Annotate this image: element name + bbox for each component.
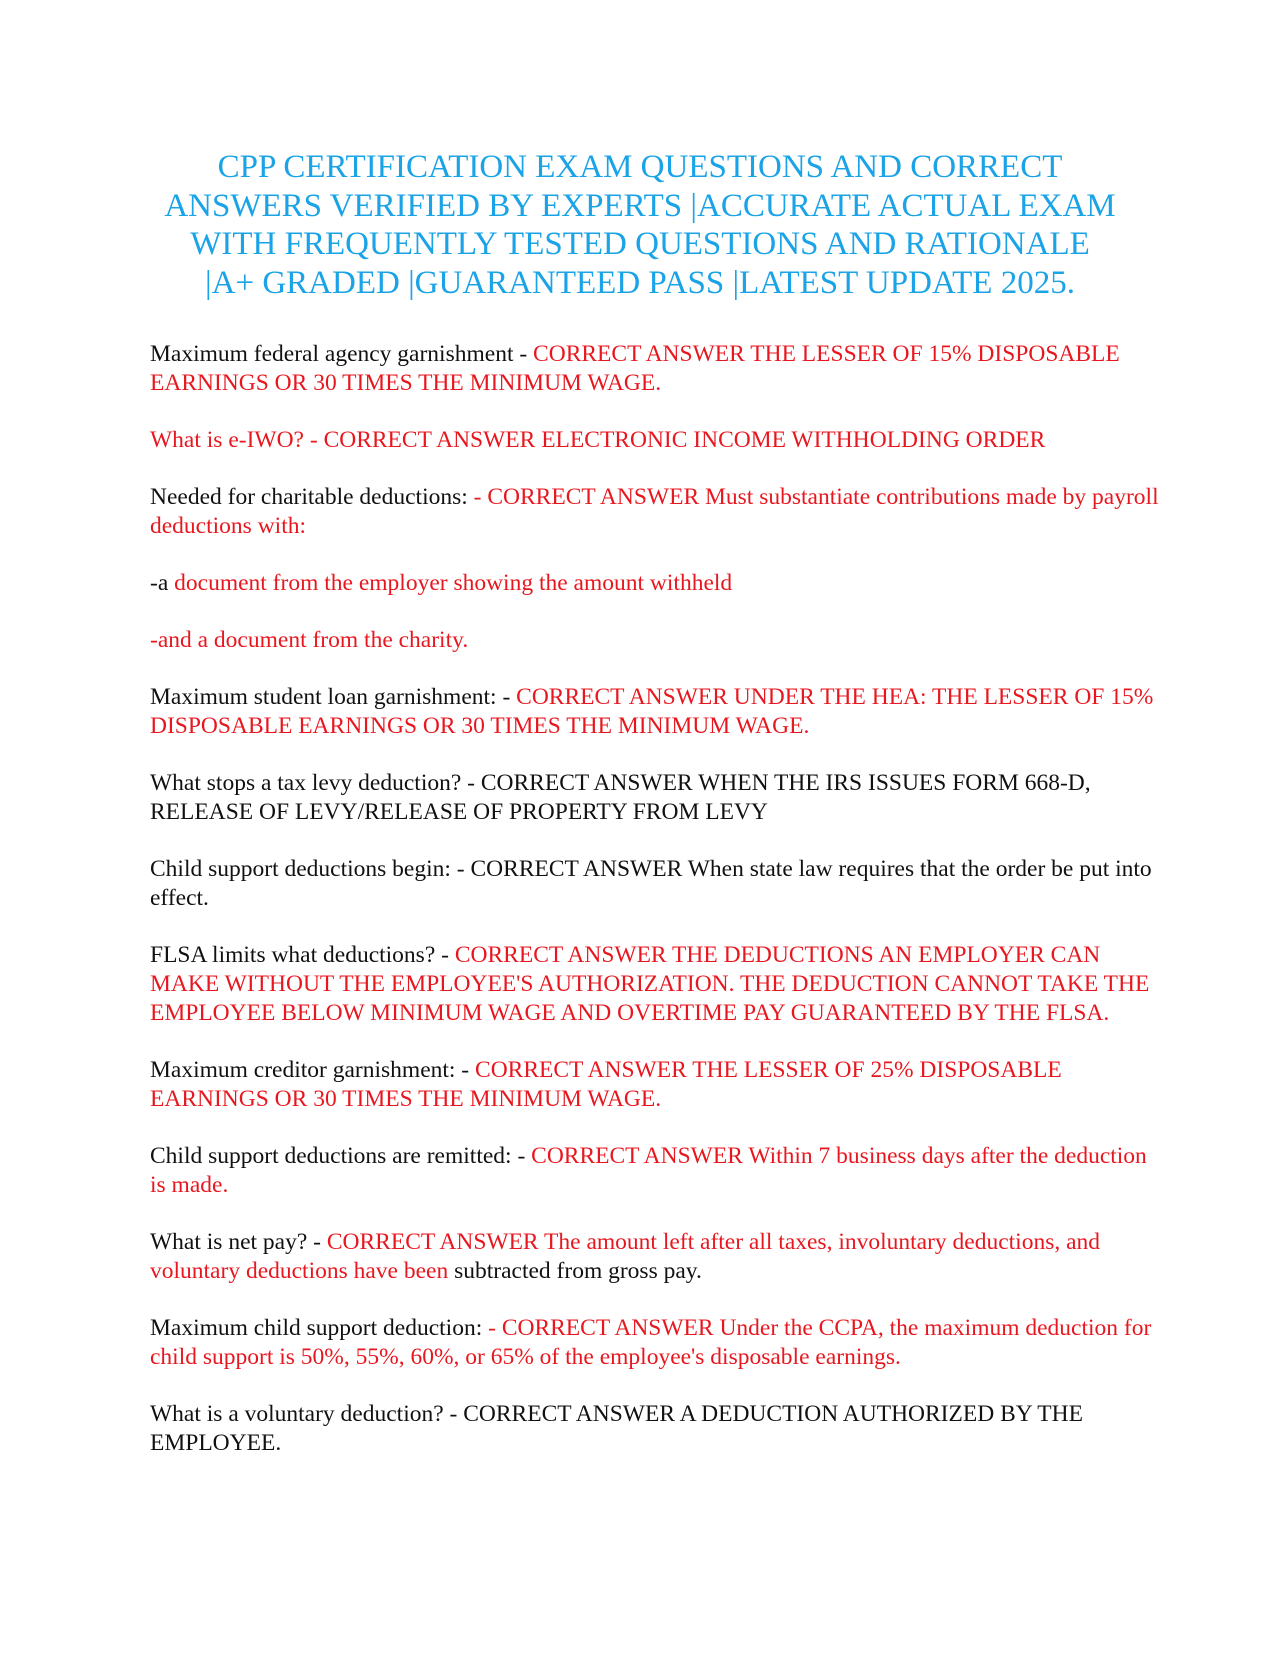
bullet-text: document from the employer showing the amount withheld xyxy=(174,570,733,596)
question-separator: - xyxy=(473,484,488,510)
qa-item xyxy=(150,1228,1160,1286)
question-separator: - xyxy=(488,1315,502,1341)
answer-marker: CORRECT ANSWER xyxy=(531,1143,749,1169)
answer-marker: CORRECT ANSWER xyxy=(533,341,751,367)
question-text: Child support deductions begin: - xyxy=(150,856,471,882)
answer-text: THE DEDUCTIONS AN EMPLOYER CAN MAKE WITHOUT THE EMPLOYEE'S AUTHORIZATION. THE DEDUCTION CANNOT TAKE THE EMPLOYEE BELOW MINIMUM WAGE AND OVERTIME PAY GUARANTEED BY THE FLSA. xyxy=(150,942,1150,1026)
answer-marker: CORRECT ANSWER xyxy=(475,1057,693,1083)
answer-marker: CORRECT ANSWER xyxy=(516,684,734,710)
question-text: FLSA limits what deductions? - xyxy=(150,942,455,968)
answer-text: When state law requires that the order be put into effect. xyxy=(150,856,1152,911)
answer-bullet xyxy=(150,569,1160,598)
answer-text: ELECTRONIC INCOME WITHHOLDING ORDER xyxy=(541,427,1046,453)
title-line: |A+ GRADED |GUARANTEED PASS |LATEST UPDATE 2025. xyxy=(205,264,1075,301)
answer-text: Within 7 business days after the deduction is made. xyxy=(150,1143,1147,1198)
qa-item xyxy=(150,769,1160,827)
answer-text: The amount left after all taxes, involuntary deductions, and voluntary deductions have been xyxy=(150,1229,1101,1284)
question-text: What stops a tax levy deduction? - xyxy=(150,770,481,796)
answer-marker: CORRECT ANSWER xyxy=(480,770,699,796)
answer-marker: CORRECT ANSWER xyxy=(501,1315,720,1341)
answer-marker: CORRECT ANSWER xyxy=(326,1229,545,1255)
qa-list xyxy=(150,340,1160,1486)
answer-marker: CORRECT ANSWER xyxy=(487,484,705,510)
question-text: What is net pay? - xyxy=(150,1229,327,1255)
page-title xyxy=(140,148,1140,302)
answer-text-tail: subtracted from gross pay. xyxy=(448,1258,702,1284)
title-line: WITH FREQUENTLY TESTED QUESTIONS AND RATIONALE xyxy=(190,226,1090,262)
qa-item xyxy=(150,1142,1160,1200)
qa-item xyxy=(150,941,1160,1028)
question-text: Child support deductions are remitted: - xyxy=(150,1143,532,1169)
answer-text: UNDER THE HEA: THE LESSER OF 15% DISPOSABLE EARNINGS OR 30 TIMES THE MINIMUM WAGE. xyxy=(150,684,1154,739)
answer-text: Under the CCPA, the maximum deduction for child support is 50%, 55%, 60%, or 65% of the employee's disposable earnings. xyxy=(150,1315,1152,1370)
title-line: ANSWERS VERIFIED BY EXPERTS |ACCURATE ACTUAL EXAM xyxy=(164,187,1116,224)
answer-text: A DEDUCTION AUTHORIZED BY THE EMPLOYEE. xyxy=(150,1401,1083,1456)
qa-item xyxy=(150,340,1160,398)
bullet-text: -and a document from the charity. xyxy=(150,627,469,653)
answer-text: WHEN THE IRS ISSUES FORM 668-D, RELEASE OF LEVY/RELEASE OF PROPERTY FROM LEVY xyxy=(150,770,1091,825)
question-text: What is a voluntary deduction? - xyxy=(150,1401,464,1427)
question-text: Maximum student loan garnishment: - xyxy=(150,684,517,710)
answer-marker: CORRECT ANSWER xyxy=(463,1401,680,1427)
answer-text: THE LESSER OF 15% DISPOSABLE EARNINGS OR 30 TIMES THE MINIMUM WAGE. xyxy=(150,341,1120,396)
qa-item xyxy=(150,683,1160,741)
answer-text: Must substantiate contributions made by payroll deductions with: xyxy=(150,484,1159,539)
question-text: Needed for charitable deductions: xyxy=(150,484,474,510)
qa-item xyxy=(150,855,1160,913)
question-text: Maximum creditor garnishment: - xyxy=(150,1057,476,1083)
answer-marker: CORRECT ANSWER xyxy=(470,856,688,882)
question-text: What is e-IWO? - xyxy=(150,427,324,453)
title-line: CPP CERTIFICATION EXAM QUESTIONS AND CORRECT xyxy=(217,149,1063,185)
question-text: Maximum child support deduction: xyxy=(150,1315,489,1341)
answer-marker: CORRECT ANSWER xyxy=(323,427,542,453)
qa-item xyxy=(150,483,1160,541)
answer-marker: CORRECT ANSWER xyxy=(454,942,673,968)
question-text: Maximum federal agency garnishment - xyxy=(150,341,534,367)
qa-item xyxy=(150,1400,1160,1458)
answer-bullet xyxy=(150,626,1160,655)
qa-item xyxy=(150,1056,1160,1114)
qa-item xyxy=(150,1314,1160,1372)
qa-item xyxy=(150,426,1160,455)
bullet-prefix: -a xyxy=(150,570,175,596)
answer-text: THE LESSER OF 25% DISPOSABLE EARNINGS OR 30 TIMES THE MINIMUM WAGE. xyxy=(150,1057,1062,1112)
